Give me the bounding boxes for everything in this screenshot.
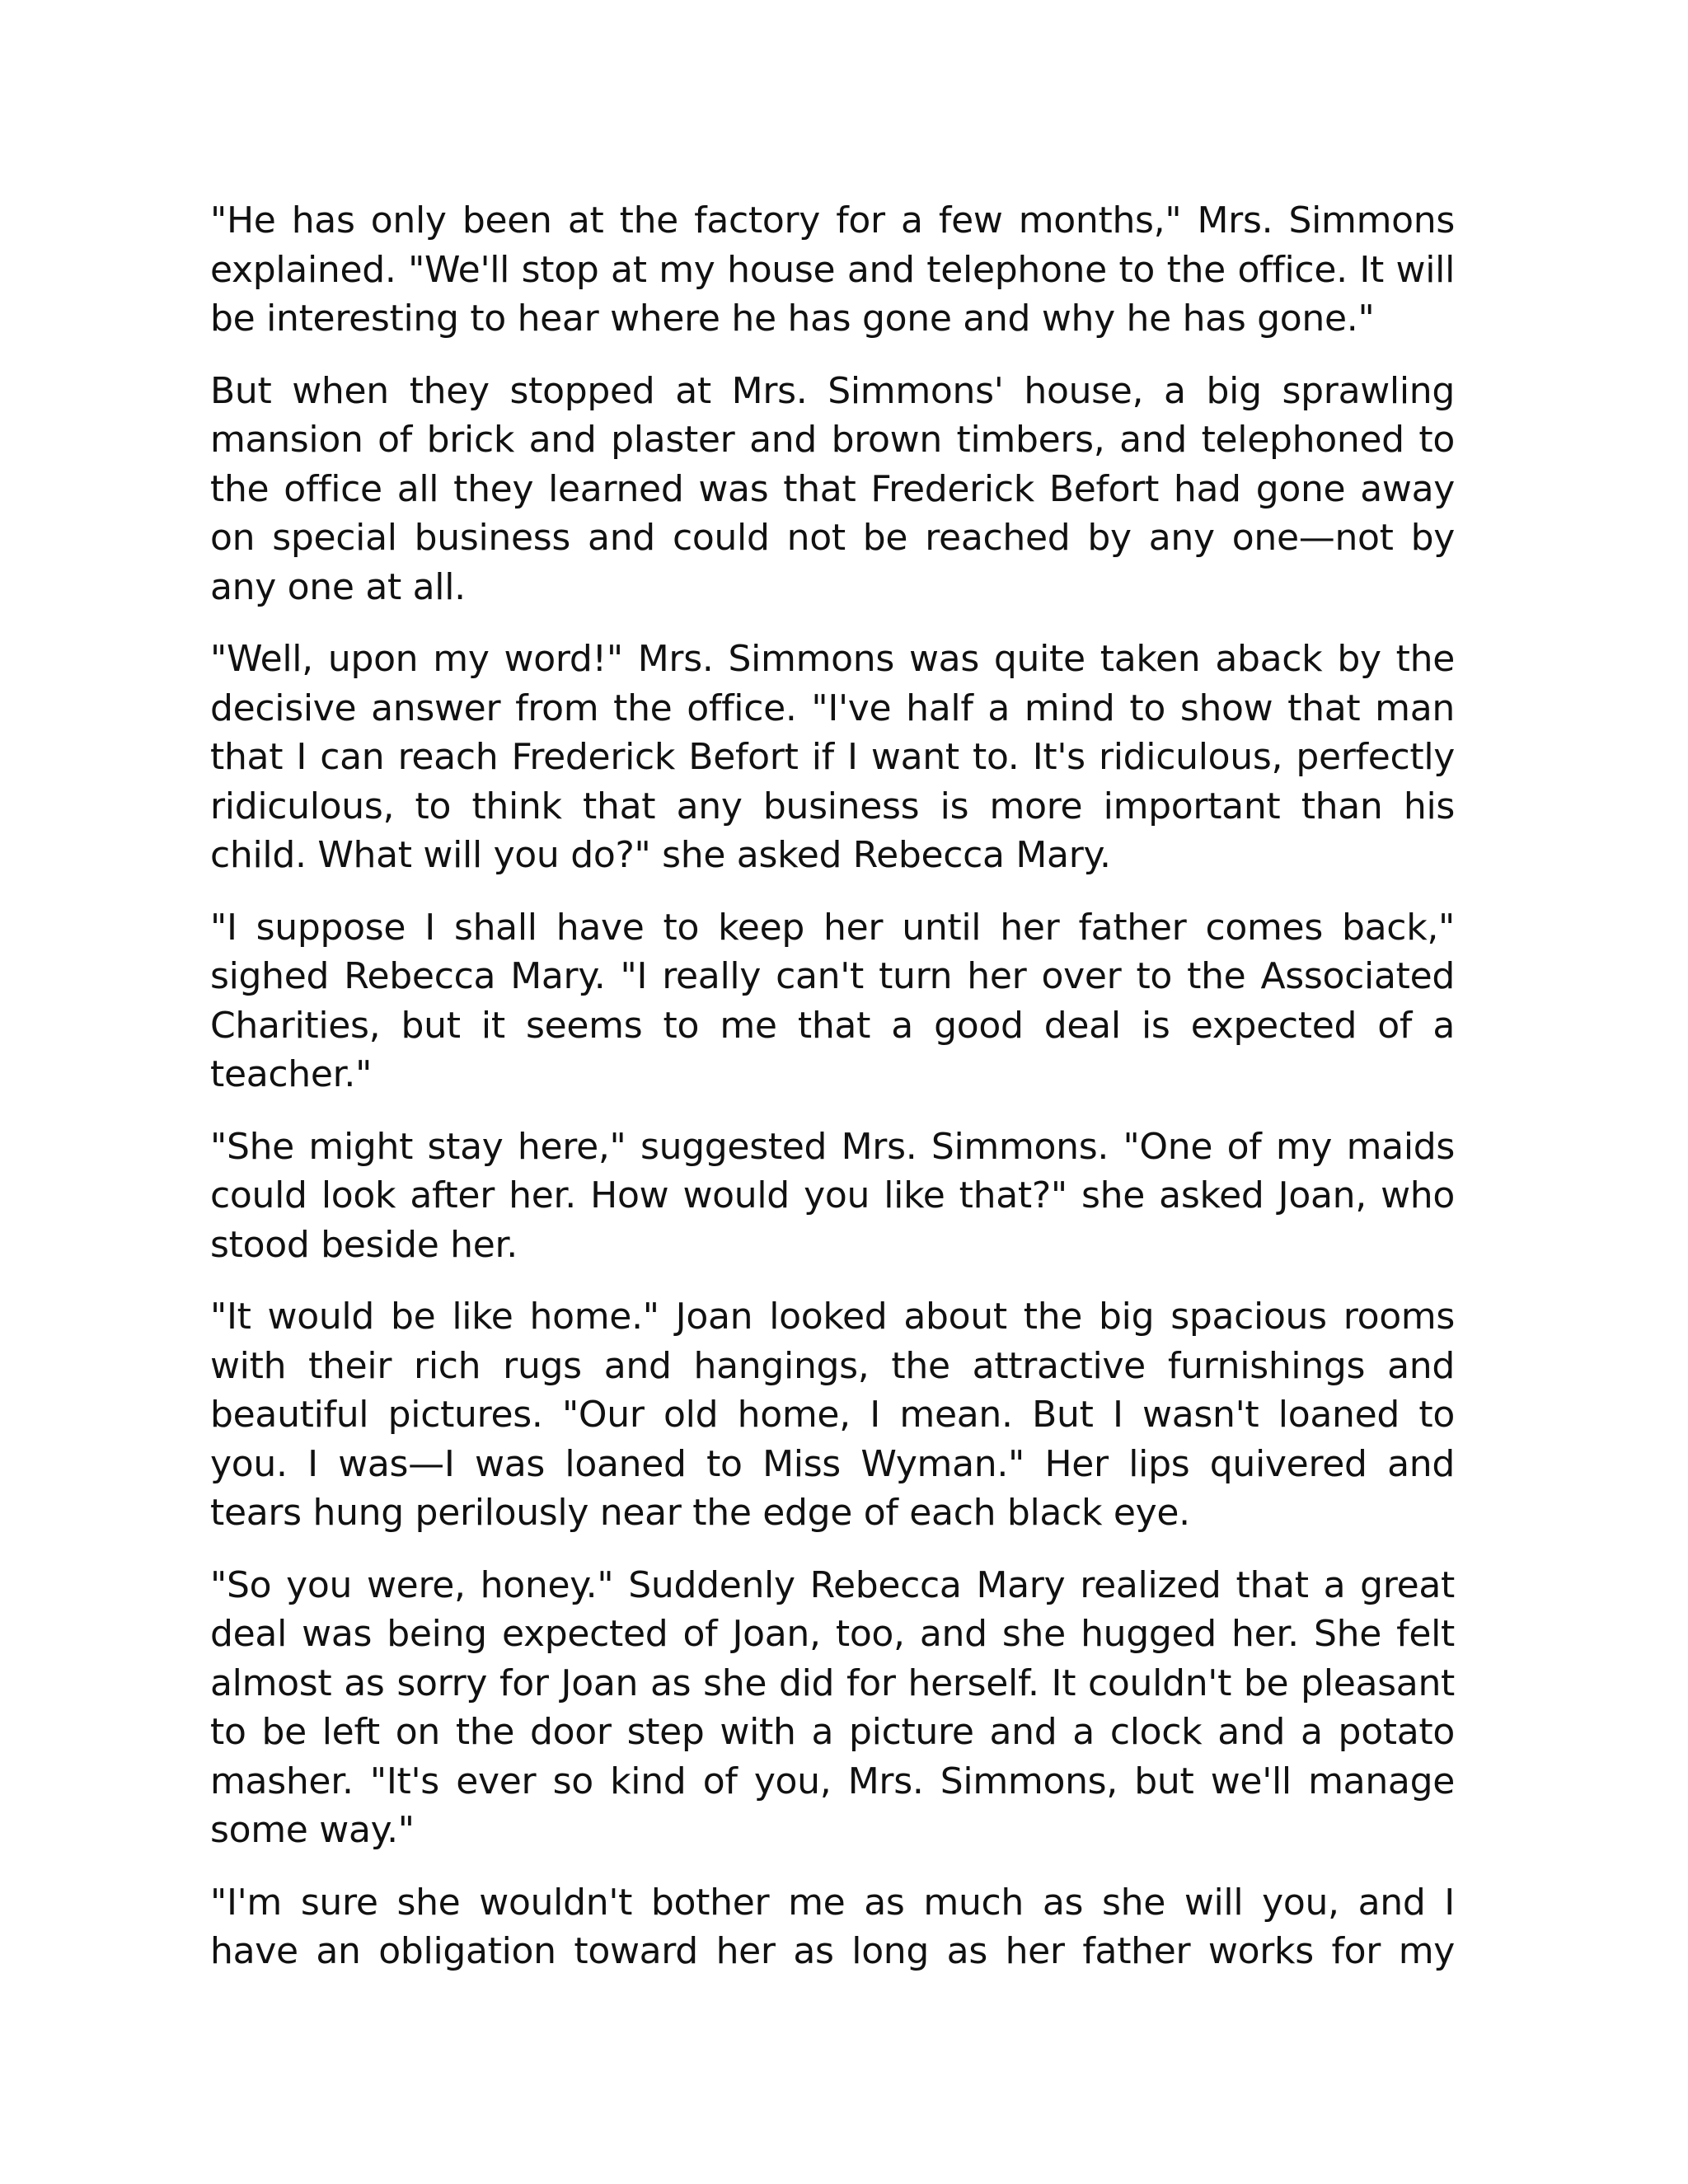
paragraph: "I'm sure she wouldn't bother me as much as she will you, and I have an obligation toward her as long as her father works for my bbox=[210, 1881, 1455, 1972]
paragraph: But when they stopped at Mrs. Simmons' house, a big sprawling mansion of brick and plaster and brown timbers, and telephoned to the office all they learned was that Frederick Befort had gone away on special business and could not be reached by any one—not by any one at all. bbox=[210, 369, 1455, 608]
paragraph: "He has only been at the factory for a few months," Mrs. Simmons explained. "We'll stop at my house and telephone to the office. It will be interesting to hear where he has gone and why he has gone." bbox=[210, 199, 1455, 340]
body-text bbox=[210, 196, 1455, 1976]
paragraph: "I suppose I shall have to keep her until her father comes back," sighed Rebecca Mary. "I really can't turn her over to the Associated Charities, but it seems to me that a good deal is expected of a teacher." bbox=[210, 906, 1455, 1095]
paragraph: "It would be like home." Joan looked about the big spacious rooms with their rich rugs and hangings, the attractive furnishings and beautiful pictures. "Our old home, I mean. But I wasn't loaned to you. I was—I was loaned to Miss Wyman." Her lips quivered and tears hung perilously near the edge of each black eye. bbox=[210, 1296, 1455, 1534]
paragraph: "So you were, honey." Suddenly Rebecca Mary realized that a great deal was being expected of Joan, too, and she hugged her. She felt almost as sorry for Joan as she did for herself. It couldn't be pleasant to be left on the door step with a picture and a clock and a potato masher. "It's ever so kind of you, Mrs. Simmons, but we'll manage some way." bbox=[210, 1563, 1455, 1851]
paragraph: "Well, upon my word!" Mrs. Simmons was quite taken aback by the decisive answer from the office. "I've half a mind to show that man that I can reach Frederick Befort if I want to. It's ridiculous, perfectly ridiculous, to think that any business is more important than his child. What will you do?" she asked Rebecca Mary. bbox=[210, 638, 1455, 876]
paragraph: "She might stay here," suggested Mrs. Simmons. "One of my maids could look after her. How would you like that?" she asked Joan, who stood beside her. bbox=[210, 1125, 1455, 1266]
